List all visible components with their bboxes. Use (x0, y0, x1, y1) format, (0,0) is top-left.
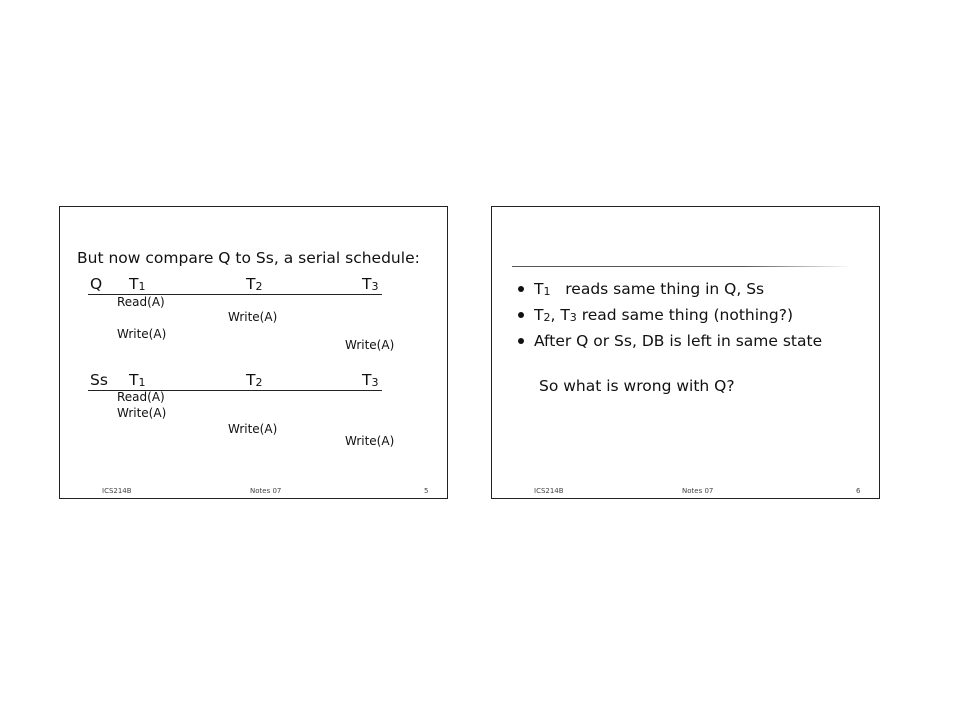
bullet-dot-icon (518, 286, 524, 292)
schedule-q-col-t1: T1 (129, 275, 146, 293)
schedule-ss-op: Read(A) (117, 390, 165, 404)
footer-notes: Notes 07 (682, 487, 714, 495)
footer-page-number: 6 (856, 487, 861, 495)
schedule-ss-op: Write(A) (117, 406, 167, 420)
schedule-q-col-t3: T3 (362, 275, 379, 293)
footer-course: ICS214B (102, 487, 132, 495)
schedule-q-label: Q (90, 275, 103, 293)
schedule-ss-op: Write(A) (228, 422, 278, 436)
slide-title: But now compare Q to Ss, a serial schedule: (77, 249, 420, 267)
footer-course: ICS214B (534, 487, 564, 495)
bullet-list (518, 277, 822, 353)
slide-6 (491, 206, 880, 499)
schedule-q-op: Write(A) (117, 327, 167, 341)
schedule-q-op: Read(A) (117, 295, 165, 309)
footer-notes: Notes 07 (250, 487, 282, 495)
schedule-q-op: Write(A) (228, 310, 278, 324)
schedule-ss-col-t1: T1 (129, 371, 146, 389)
slide-5 (59, 206, 448, 499)
schedule-ss-label: Ss (90, 371, 108, 389)
schedule-ss-col-t3: T3 (362, 371, 379, 389)
bullet-item: T2, T3 read same thing (nothing?) (518, 303, 822, 329)
schedule-q-col-t2: T2 (246, 275, 263, 293)
bullet-item: T1 reads same thing in Q, Ss (518, 277, 822, 303)
bullet-dot-icon (518, 338, 524, 344)
question-text: So what is wrong with Q? (539, 377, 735, 395)
schedule-ss-col-t2: T2 (246, 371, 263, 389)
bullet-dot-icon (518, 312, 524, 318)
footer-page-number: 5 (424, 487, 429, 495)
bullet-item: After Q or Ss, DB is left in same state (518, 329, 822, 353)
schedule-ss-op: Write(A) (345, 434, 395, 448)
schedule-q-op: Write(A) (345, 338, 395, 352)
